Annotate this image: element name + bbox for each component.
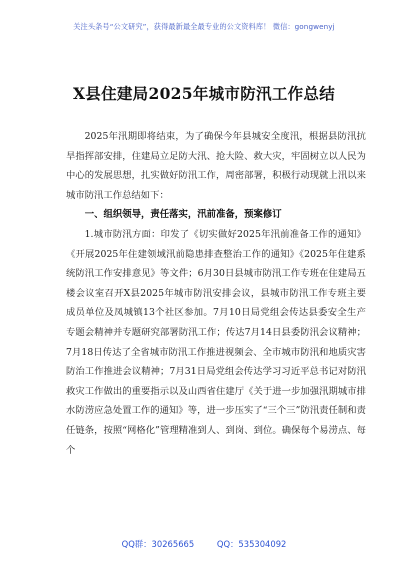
intro-paragraph: 2025年汛期即将结束，为了确保今年县城安全度汛，根据县防汛抗旱指挥部安排，住建局立足防大汛、抢大险、救大灾，牢固树立以人民为中心的发展思想，扎实做好防汛工作，周密部署，积极行动现就上汛以来城市防汛工作总结如下： [66, 131, 366, 201]
qq-number: QQ：535304092 [216, 539, 287, 549]
section-heading: 一、组织领导，责任落实，汛前准备，预案修订 [84, 209, 282, 221]
qq-group-number: QQ群：30265665 [121, 539, 195, 549]
document-body [66, 127, 366, 460]
document-title: X县住建局2025年城市防汛工作总结 [72, 84, 336, 103]
top-banner: 关注头条号“公文研究”，获得最新最全最专业的公文资料库！ 微信：gongwenyj [73, 22, 335, 31]
section-paragraph: 1.城市防汛方面：印发了《切实做好2025年汛前准备工作的通知》《开展2025年住建领域汛前隐患排查整治工作的通知》《2025年住建系统防汛工作安排意见》等文件；6月30日县城市防汛工作专班在住建局五楼会议室召开X县2025年城市防汛安排会议，县城市防汛工作专班主要成员单位及凤城镇13个社区参加。7月10日局党组会传达县委安全生产专题会精神并专题研究部署防汛工作；传达7月14日县委防汛会议精神；7月18日传达了全省城市防汛工作推进视频会、全市城市防汛和地质灾害防治工作推进会议精神；7月31日局党组会传达学习习近平总书记对防汛救灾工作做出的重要指示以及山西省住建厅《关于进一步加强汛期城市排水防涝应急处置工作的通知》等，进一步压实了“三个三”防汛责任制和责任链条，按照“网格化”管理精准到人、到岗、到位。确保每个易涝点、每个 [66, 228, 366, 456]
footer-contact [0, 538, 408, 550]
